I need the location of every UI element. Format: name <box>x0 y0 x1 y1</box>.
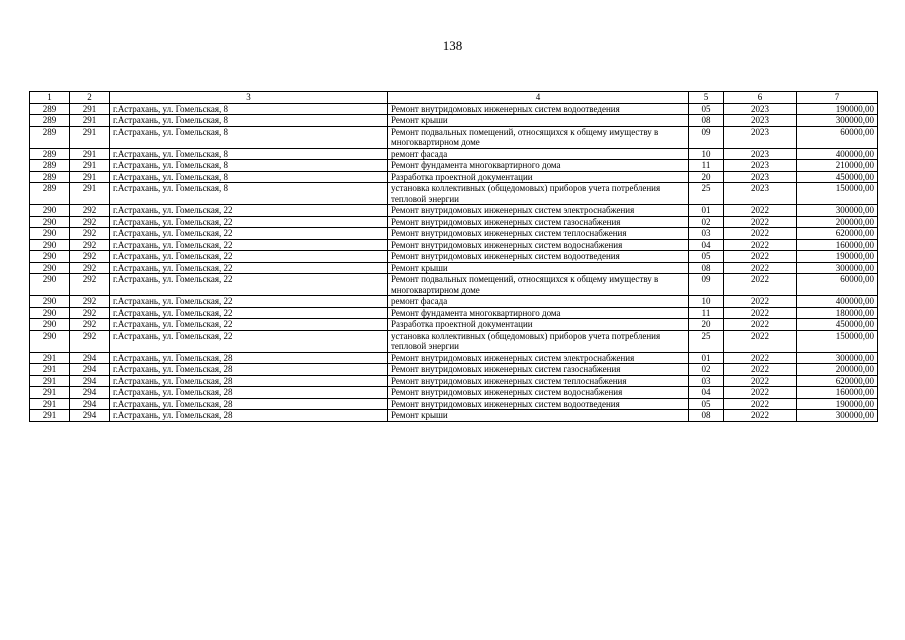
object-id-cell: 294 <box>70 410 110 422</box>
column-header: 5 <box>689 92 724 104</box>
year-cell: 2023 <box>724 126 797 148</box>
column-header: 3 <box>110 92 388 104</box>
year-cell: 2022 <box>724 274 797 296</box>
year-cell: 2023 <box>724 183 797 205</box>
page-number: 138 <box>442 38 463 53</box>
column-header: 4 <box>388 92 689 104</box>
table-row <box>30 319 878 331</box>
row-number-cell: 290 <box>30 330 70 352</box>
cost-cell: 300000,00 <box>797 262 878 274</box>
year-cell: 2022 <box>724 307 797 319</box>
work-code-cell: 03 <box>689 375 724 387</box>
table-row <box>30 330 878 352</box>
year-cell: 2022 <box>724 216 797 228</box>
table-row <box>30 160 878 172</box>
table-row <box>30 352 878 364</box>
cost-cell: 400000,00 <box>797 296 878 308</box>
work-code-cell: 05 <box>689 398 724 410</box>
object-id-cell: 292 <box>70 262 110 274</box>
address-cell: г.Астрахань, ул. Гомельская, 22 <box>110 274 388 296</box>
address-cell: г.Астрахань, ул. Гомельская, 28 <box>110 387 388 399</box>
work-code-cell: 08 <box>689 410 724 422</box>
table-row <box>30 262 878 274</box>
address-cell: г.Астрахань, ул. Гомельская, 22 <box>110 251 388 263</box>
object-id-cell: 292 <box>70 296 110 308</box>
table-row <box>30 216 878 228</box>
row-number-cell: 289 <box>30 148 70 160</box>
work-code-cell: 05 <box>689 103 724 115</box>
work-code-cell: 10 <box>689 296 724 308</box>
object-id-cell: 291 <box>70 183 110 205</box>
table-row <box>30 148 878 160</box>
row-number-cell: 289 <box>30 103 70 115</box>
year-cell: 2022 <box>724 251 797 263</box>
work-code-cell: 20 <box>689 171 724 183</box>
work-code-cell: 03 <box>689 228 724 240</box>
table-row <box>30 115 878 127</box>
address-cell: г.Астрахань, ул. Гомельская, 22 <box>110 307 388 319</box>
cost-cell: 620000,00 <box>797 228 878 240</box>
object-id-cell: 291 <box>70 115 110 127</box>
object-id-cell: 291 <box>70 148 110 160</box>
cost-cell: 60000,00 <box>797 126 878 148</box>
cost-cell: 300000,00 <box>797 115 878 127</box>
object-id-cell: 292 <box>70 307 110 319</box>
work-type-cell: Ремонт внутридомовых инженерных систем водоотведения <box>388 251 689 263</box>
row-number-cell: 291 <box>30 398 70 410</box>
cost-cell: 210000,00 <box>797 160 878 172</box>
year-cell: 2022 <box>724 352 797 364</box>
table-row <box>30 126 878 148</box>
work-type-cell: Ремонт подвальных помещений, относящихся к общему имуществу в многоквартирном доме <box>388 274 689 296</box>
work-type-cell: Разработка проектной документации <box>388 171 689 183</box>
address-cell: г.Астрахань, ул. Гомельская, 8 <box>110 183 388 205</box>
column-header: 1 <box>30 92 70 104</box>
row-number-cell: 290 <box>30 216 70 228</box>
year-cell: 2022 <box>724 410 797 422</box>
address-cell: г.Астрахань, ул. Гомельская, 8 <box>110 171 388 183</box>
work-type-cell: Разработка проектной документации <box>388 319 689 331</box>
row-number-cell: 290 <box>30 319 70 331</box>
table-row <box>30 251 878 263</box>
address-cell: г.Астрахань, ул. Гомельская, 28 <box>110 375 388 387</box>
object-id-cell: 292 <box>70 205 110 217</box>
address-cell: г.Астрахань, ул. Гомельская, 22 <box>110 205 388 217</box>
row-number-cell: 290 <box>30 205 70 217</box>
cost-cell: 450000,00 <box>797 171 878 183</box>
object-id-cell: 291 <box>70 103 110 115</box>
year-cell: 2023 <box>724 148 797 160</box>
cost-cell: 160000,00 <box>797 239 878 251</box>
cost-cell: 300000,00 <box>797 352 878 364</box>
work-schedule-table <box>29 91 878 422</box>
year-cell: 2023 <box>724 171 797 183</box>
row-number-cell: 290 <box>30 296 70 308</box>
cost-cell: 160000,00 <box>797 387 878 399</box>
address-cell: г.Астрахань, ул. Гомельская, 22 <box>110 216 388 228</box>
year-cell: 2022 <box>724 205 797 217</box>
cost-cell: 300000,00 <box>797 410 878 422</box>
address-cell: г.Астрахань, ул. Гомельская, 28 <box>110 364 388 376</box>
cost-cell: 400000,00 <box>797 148 878 160</box>
work-code-cell: 08 <box>689 262 724 274</box>
work-type-cell: Ремонт внутридомовых инженерных систем водоотведения <box>388 398 689 410</box>
table-row <box>30 103 878 115</box>
work-type-cell: Ремонт фундамента многоквартирного дома <box>388 307 689 319</box>
year-cell: 2022 <box>724 228 797 240</box>
row-number-cell: 290 <box>30 228 70 240</box>
work-type-cell: Ремонт внутридомовых инженерных систем теплоснабжения <box>388 228 689 240</box>
work-type-cell: Ремонт фундамента многоквартирного дома <box>388 160 689 172</box>
address-cell: г.Астрахань, ул. Гомельская, 22 <box>110 262 388 274</box>
address-cell: г.Астрахань, ул. Гомельская, 28 <box>110 398 388 410</box>
work-type-cell: Ремонт внутридомовых инженерных систем электроснабжения <box>388 352 689 364</box>
address-cell: г.Астрахань, ул. Гомельская, 22 <box>110 239 388 251</box>
work-type-cell: Ремонт внутридомовых инженерных систем газоснабжения <box>388 216 689 228</box>
row-number-cell: 289 <box>30 171 70 183</box>
work-type-cell: Ремонт крыши <box>388 115 689 127</box>
work-code-cell: 25 <box>689 330 724 352</box>
row-number-cell: 291 <box>30 410 70 422</box>
cost-cell: 450000,00 <box>797 319 878 331</box>
table-row <box>30 171 878 183</box>
row-number-cell: 290 <box>30 262 70 274</box>
row-number-cell: 289 <box>30 160 70 172</box>
work-code-cell: 04 <box>689 387 724 399</box>
work-code-cell: 25 <box>689 183 724 205</box>
row-number-cell: 289 <box>30 126 70 148</box>
work-type-cell: Ремонт крыши <box>388 262 689 274</box>
work-code-cell: 01 <box>689 352 724 364</box>
work-code-cell: 02 <box>689 364 724 376</box>
column-header: 7 <box>797 92 878 104</box>
row-number-cell: 291 <box>30 387 70 399</box>
object-id-cell: 294 <box>70 387 110 399</box>
address-cell: г.Астрахань, ул. Гомельская, 22 <box>110 330 388 352</box>
address-cell: г.Астрахань, ул. Гомельская, 22 <box>110 319 388 331</box>
year-cell: 2022 <box>724 239 797 251</box>
table-body <box>30 103 878 421</box>
cost-cell: 200000,00 <box>797 364 878 376</box>
object-id-cell: 292 <box>70 216 110 228</box>
year-cell: 2023 <box>724 160 797 172</box>
work-code-cell: 11 <box>689 160 724 172</box>
work-type-cell: Ремонт подвальных помещений, относящихся к общему имуществу в многоквартирном доме <box>388 126 689 148</box>
work-code-cell: 20 <box>689 319 724 331</box>
table-row <box>30 364 878 376</box>
cost-cell: 150000,00 <box>797 183 878 205</box>
table-row <box>30 228 878 240</box>
work-type-cell: Ремонт внутридомовых инженерных систем водоснабжения <box>388 387 689 399</box>
row-number-cell: 289 <box>30 183 70 205</box>
cost-cell: 150000,00 <box>797 330 878 352</box>
work-code-cell: 09 <box>689 274 724 296</box>
object-id-cell: 292 <box>70 274 110 296</box>
object-id-cell: 294 <box>70 352 110 364</box>
year-cell: 2023 <box>724 115 797 127</box>
year-cell: 2022 <box>724 398 797 410</box>
header-row <box>30 92 878 104</box>
year-cell: 2022 <box>724 364 797 376</box>
table-row <box>30 183 878 205</box>
work-code-cell: 11 <box>689 307 724 319</box>
work-type-cell: Ремонт внутридомовых инженерных систем водоснабжения <box>388 239 689 251</box>
cost-cell: 300000,00 <box>797 205 878 217</box>
year-cell: 2023 <box>724 103 797 115</box>
work-type-cell: ремонт фасада <box>388 148 689 160</box>
row-number-cell: 291 <box>30 364 70 376</box>
work-code-cell: 09 <box>689 126 724 148</box>
work-type-cell: ремонт фасада <box>388 296 689 308</box>
object-id-cell: 292 <box>70 251 110 263</box>
row-number-cell: 290 <box>30 239 70 251</box>
object-id-cell: 291 <box>70 171 110 183</box>
table-row <box>30 296 878 308</box>
work-code-cell: 10 <box>689 148 724 160</box>
cost-cell: 200000,00 <box>797 216 878 228</box>
object-id-cell: 292 <box>70 239 110 251</box>
address-cell: г.Астрахань, ул. Гомельская, 28 <box>110 352 388 364</box>
year-cell: 2022 <box>724 319 797 331</box>
work-code-cell: 02 <box>689 216 724 228</box>
column-header: 2 <box>70 92 110 104</box>
work-code-cell: 01 <box>689 205 724 217</box>
cost-cell: 620000,00 <box>797 375 878 387</box>
address-cell: г.Астрахань, ул. Гомельская, 8 <box>110 160 388 172</box>
work-type-cell: Ремонт внутридомовых инженерных систем газоснабжения <box>388 364 689 376</box>
work-code-cell: 05 <box>689 251 724 263</box>
address-cell: г.Астрахань, ул. Гомельская, 22 <box>110 296 388 308</box>
table-row <box>30 387 878 399</box>
address-cell: г.Астрахань, ул. Гомельская, 8 <box>110 126 388 148</box>
table-row <box>30 205 878 217</box>
object-id-cell: 294 <box>70 364 110 376</box>
work-type-cell: установка коллективных (общедомовых) приборов учета потребления тепловой энергии <box>388 183 689 205</box>
work-code-cell: 04 <box>689 239 724 251</box>
row-number-cell: 290 <box>30 307 70 319</box>
work-type-cell: установка коллективных (общедомовых) приборов учета потребления тепловой энергии <box>388 330 689 352</box>
year-cell: 2022 <box>724 387 797 399</box>
year-cell: 2022 <box>724 375 797 387</box>
table-row <box>30 398 878 410</box>
work-type-cell: Ремонт внутридомовых инженерных систем теплоснабжения <box>388 375 689 387</box>
work-type-cell: Ремонт внутридомовых инженерных систем водоотведения <box>388 103 689 115</box>
year-cell: 2022 <box>724 296 797 308</box>
table-row <box>30 307 878 319</box>
row-number-cell: 291 <box>30 352 70 364</box>
object-id-cell: 294 <box>70 398 110 410</box>
object-id-cell: 292 <box>70 330 110 352</box>
cost-cell: 190000,00 <box>797 251 878 263</box>
row-number-cell: 290 <box>30 251 70 263</box>
address-cell: г.Астрахань, ул. Гомельская, 28 <box>110 410 388 422</box>
object-id-cell: 294 <box>70 375 110 387</box>
work-type-cell: Ремонт крыши <box>388 410 689 422</box>
address-cell: г.Астрахань, ул. Гомельская, 8 <box>110 103 388 115</box>
object-id-cell: 292 <box>70 228 110 240</box>
address-cell: г.Астрахань, ул. Гомельская, 8 <box>110 115 388 127</box>
row-number-cell: 290 <box>30 274 70 296</box>
object-id-cell: 291 <box>70 126 110 148</box>
cost-cell: 60000,00 <box>797 274 878 296</box>
table-row <box>30 239 878 251</box>
object-id-cell: 291 <box>70 160 110 172</box>
work-type-cell: Ремонт внутридомовых инженерных систем электроснабжения <box>388 205 689 217</box>
table-row <box>30 410 878 422</box>
table-row <box>30 375 878 387</box>
cost-cell: 190000,00 <box>797 103 878 115</box>
cost-cell: 180000,00 <box>797 307 878 319</box>
address-cell: г.Астрахань, ул. Гомельская, 22 <box>110 228 388 240</box>
row-number-cell: 289 <box>30 115 70 127</box>
year-cell: 2022 <box>724 262 797 274</box>
column-header: 6 <box>724 92 797 104</box>
object-id-cell: 292 <box>70 319 110 331</box>
work-code-cell: 08 <box>689 115 724 127</box>
address-cell: г.Астрахань, ул. Гомельская, 8 <box>110 148 388 160</box>
year-cell: 2022 <box>724 330 797 352</box>
table-row <box>30 274 878 296</box>
cost-cell: 190000,00 <box>797 398 878 410</box>
row-number-cell: 291 <box>30 375 70 387</box>
